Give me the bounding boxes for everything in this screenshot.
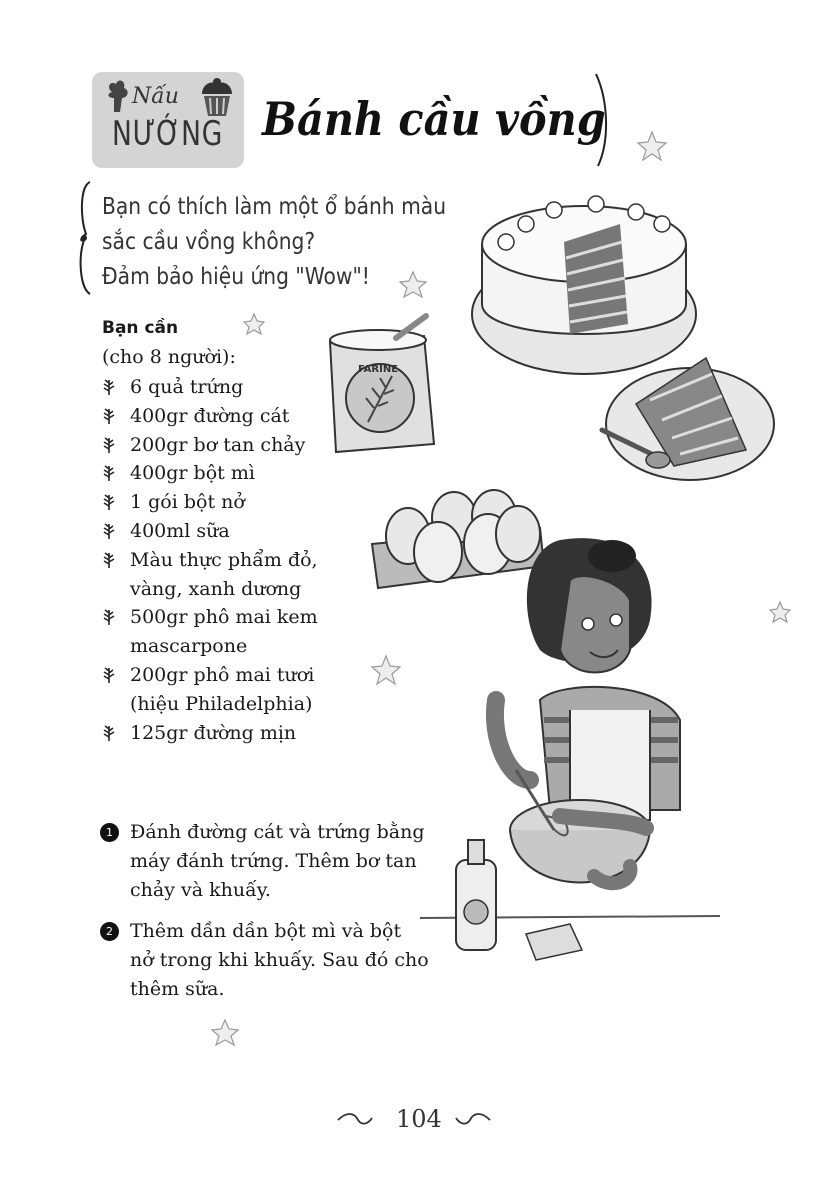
list-item: Màu thực phẩm đỏ, <box>100 546 360 575</box>
page-number: 104 <box>396 1105 442 1133</box>
wheat-bullet-icon <box>102 493 116 511</box>
wheat-bullet-icon <box>102 551 116 569</box>
intro-brace <box>76 178 98 298</box>
intro-line: Đảm bảo hiệu ứng "Wow"! <box>102 264 370 290</box>
servings-text: (cho 8 người): <box>102 346 236 368</box>
page-number-flourish-right <box>452 1110 492 1128</box>
page-title: Bánh cầu vồng <box>262 92 606 146</box>
step-number-badge: 1 <box>100 823 119 842</box>
title-bracket <box>590 70 614 170</box>
list-item: 500gr phô mai kem <box>100 603 360 632</box>
list-item: 125gr đường mịn <box>100 719 360 748</box>
wheat-bullet-icon <box>102 464 116 482</box>
step-line: thêm sữa. <box>130 978 225 1000</box>
star-icon <box>398 270 428 300</box>
star-icon <box>242 312 266 336</box>
intro-text <box>102 190 447 295</box>
step-line: máy đánh trứng. Thêm bơ tan <box>130 850 417 872</box>
list-item-continuation: (hiệu Philadelphia) <box>130 692 313 715</box>
step-item <box>100 917 430 1004</box>
list-item-continuation: vàng, xanh dương <box>130 577 302 600</box>
step-item <box>100 818 430 905</box>
list-item: 400ml sữa <box>100 517 360 546</box>
ingredient-list <box>100 373 360 747</box>
wheat-bullet-icon <box>102 378 116 396</box>
wheat-bullet-icon <box>102 407 116 425</box>
badge-small-text: Nấu <box>132 84 179 109</box>
step-line: Đánh đường cát và trứng bằng <box>130 821 425 843</box>
list-item: 200gr bơ tan chảy <box>100 431 360 460</box>
intro-line: Bạn có thích làm một ổ bánh màu <box>102 194 447 220</box>
rainbow-cake-illustration <box>466 184 796 504</box>
wheat-bullet-icon <box>102 666 116 684</box>
list-item-continuation: mascarpone <box>130 635 248 658</box>
badge-big-text: NƯỚNG <box>112 114 224 154</box>
wheat-bullet-icon <box>102 724 116 742</box>
flour-bag-label: FARINE <box>358 364 399 375</box>
step-number-badge: 2 <box>100 922 119 941</box>
list-item: 6 quả trứng <box>100 373 360 402</box>
step-line: Thêm dần dần bột mì và bột <box>130 920 402 942</box>
star-icon <box>636 130 668 162</box>
wheat-bullet-icon <box>102 608 116 626</box>
step-line: chảy và khuấy. <box>130 879 271 901</box>
list-item: 400gr đường cát <box>100 402 360 431</box>
list-item: 200gr phô mai tươi <box>100 661 360 690</box>
steps-list <box>100 818 430 1016</box>
girl-mixing-illustration <box>420 520 720 980</box>
flour-bag-illustration <box>322 312 442 462</box>
cake-slice-icon <box>104 78 134 118</box>
star-icon <box>210 1018 240 1048</box>
star-icon <box>370 654 402 686</box>
list-item: 400gr bột mì <box>100 459 360 488</box>
wheat-bullet-icon <box>102 522 116 540</box>
ingredients-heading: Bạn cần <box>102 318 179 338</box>
step-line: nở trong khi khuấy. Sau đó cho <box>130 949 429 971</box>
star-icon <box>768 600 792 624</box>
page-number-flourish-left <box>336 1110 376 1128</box>
wheat-bullet-icon <box>102 436 116 454</box>
intro-line: sắc cầu vồng không? <box>102 229 316 255</box>
list-item: 1 gói bột nở <box>100 488 360 517</box>
